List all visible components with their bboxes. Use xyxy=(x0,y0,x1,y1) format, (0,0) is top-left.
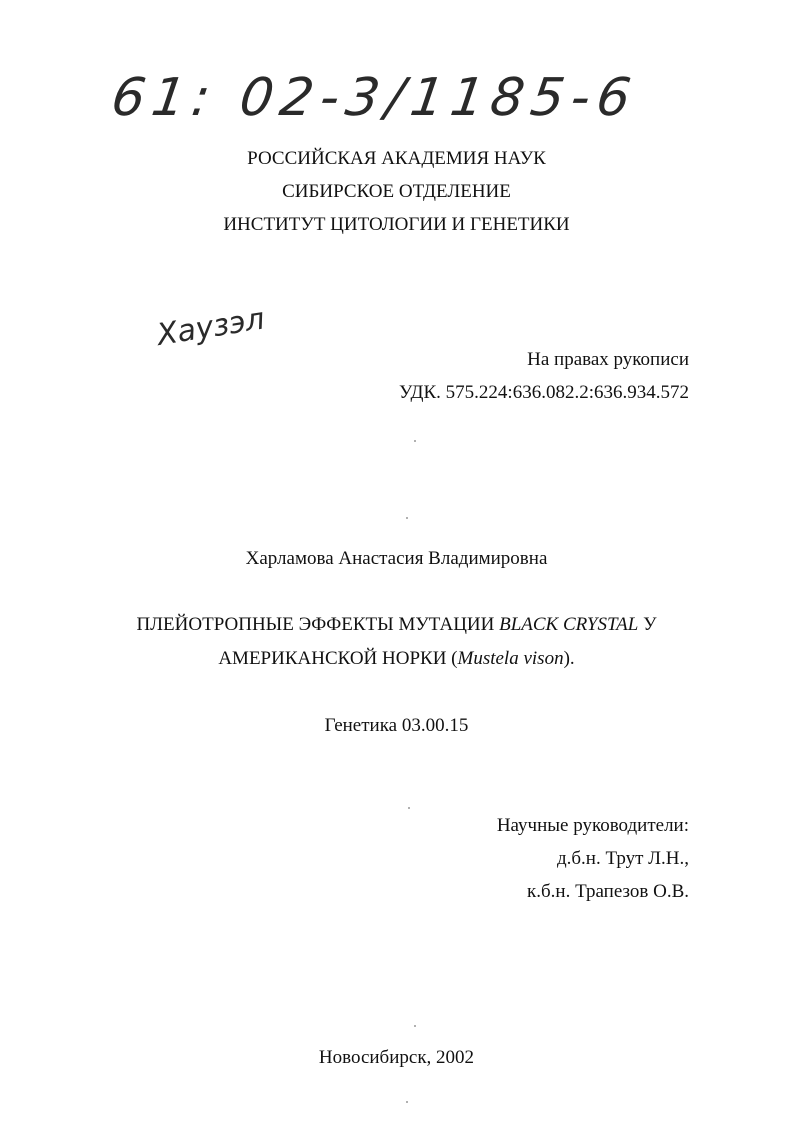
thesis-title-line-2 xyxy=(0,648,793,670)
title-part-4: ). xyxy=(563,648,575,669)
title-part-3: АМЕРИКАНСКОЙ НОРКИ ( xyxy=(218,648,458,669)
mutation-name: BLACK CRYSTAL xyxy=(499,614,639,635)
author-name: Харламова Анастасия Владимировна xyxy=(245,548,548,569)
species-name: Mustela vison xyxy=(457,648,564,669)
scan-speck xyxy=(408,807,410,809)
scan-speck xyxy=(414,1025,416,1027)
scan-speck xyxy=(406,517,408,519)
handwritten-archive-code: 61: 02-3/1185-6 xyxy=(107,68,642,128)
supervisor-2: к.б.н. Трапезов О.В. xyxy=(527,881,689,902)
city-year: Новосибирск, 2002 xyxy=(318,1047,475,1068)
branch-name: СИБИРСКОЕ ОТДЕЛЕНИЕ xyxy=(282,181,511,202)
udc-code: УДК. 575.224:636.082.2:636.934.572 xyxy=(399,382,689,403)
institute-name: ИНСТИТУТ ЦИТОЛОГИИ И ГЕНЕТИКИ xyxy=(223,214,570,235)
supervisor-1: д.б.н. Трут Л.Н., xyxy=(556,848,689,869)
academy-name: РОССИЙСКАЯ АКАДЕМИЯ НАУК xyxy=(247,148,546,169)
title-part-1: ПЛЕЙОТРОПНЫЕ ЭФФЕКТЫ МУТАЦИИ xyxy=(136,614,500,635)
handwritten-signature: Хаузэл xyxy=(154,301,267,353)
scan-speck xyxy=(414,440,416,442)
manuscript-note: На правах рукописи xyxy=(527,349,689,370)
title-part-2: У xyxy=(638,614,657,635)
scan-speck xyxy=(406,1101,408,1103)
supervisors-heading: Научные руководители: xyxy=(496,815,689,836)
thesis-title-line-1 xyxy=(0,614,793,636)
specialty: Генетика 03.00.15 xyxy=(324,715,469,736)
